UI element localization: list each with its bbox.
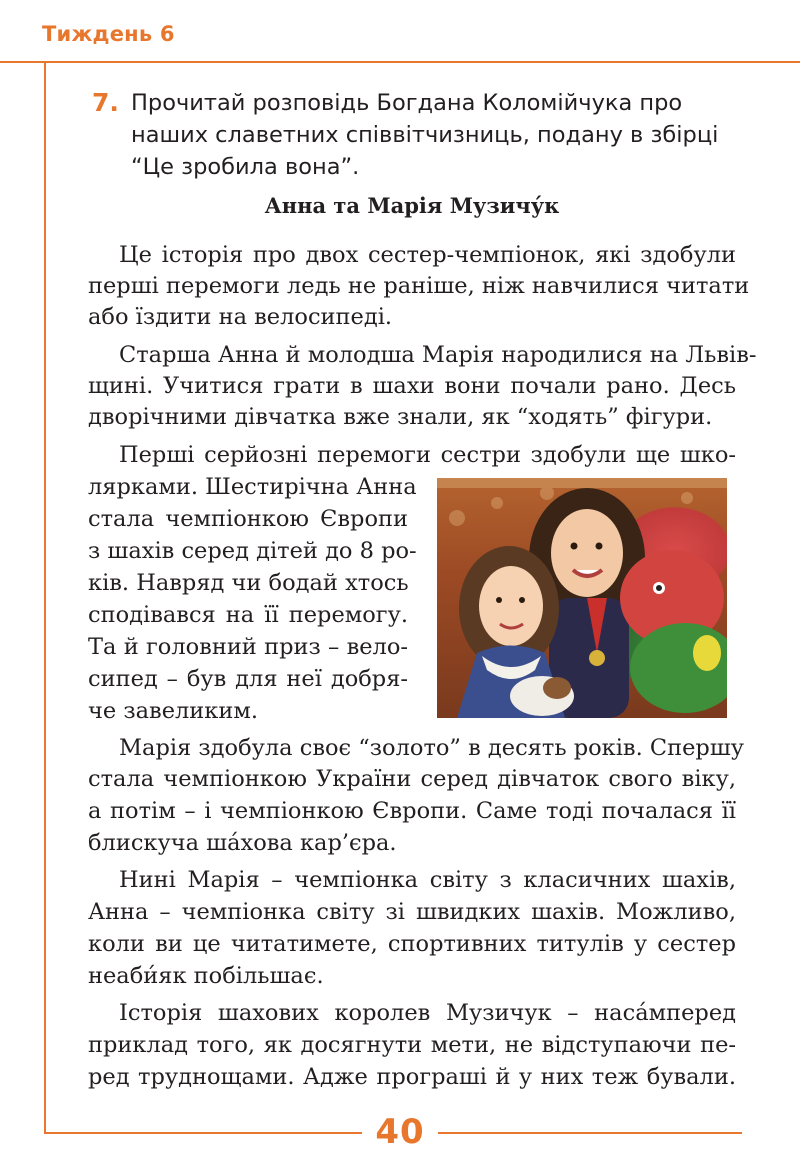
story-line: Нині Марія – чемпіонка світу з класичних шахів, xyxy=(119,867,736,893)
header-rule xyxy=(0,61,800,63)
page-number: 40 xyxy=(375,1112,425,1152)
story-line: Це історія про двох сестер-чемпіонок, які здобули xyxy=(119,242,736,268)
story-line: або їздити на велосипеді. xyxy=(88,304,393,330)
story-line: стала чемпіонкою України серед дівчаток свого віку, xyxy=(88,766,736,792)
story-line: стала чемпіонкою Європи xyxy=(88,506,408,532)
story-line: коли ви це читатимете, спортивних титулів у сестер xyxy=(88,931,736,957)
story-line: щині. Учитися грати в шахи вони почали рано. Десь xyxy=(88,373,736,399)
story-line: дворічними дівчатка вже знали, як “ходять” фігури. xyxy=(88,404,713,430)
story-line: перші перемоги ледь не раніше, ніж навчилися читати xyxy=(88,273,750,299)
story-line: лярками. Шестирічна Анна xyxy=(88,474,417,500)
story-line: з шахів серед дітей до 8 ро- xyxy=(88,538,417,564)
footer-rule-right xyxy=(438,1132,742,1134)
story-line: Історія шахових королев Музичук – наса́мперед xyxy=(119,1000,736,1026)
sisters-photo xyxy=(437,478,727,718)
story-line: че завеликим. xyxy=(88,698,259,724)
task-instruction: Прочитай розповідь Богдана Коломійчука про наших славетних співвітчизниць, подану в збірці “Це зробила вона”. xyxy=(131,90,719,180)
story-line: ред труднощами. Адже програші й у них теж бували. xyxy=(88,1064,736,1090)
week-label: Тиждень 6 xyxy=(42,22,175,46)
story-line: ків. Навряд чи бодай хтось xyxy=(88,570,409,596)
story-line: сипед – був для неї добря- xyxy=(88,666,408,692)
story-line: неаби́як побільшає. xyxy=(88,963,324,989)
story-line: Анна – чемпіонка світу зі швидких шахів. Можливо, xyxy=(88,899,736,925)
task-number: 7. xyxy=(92,88,119,117)
footer-rule-left xyxy=(44,1132,362,1134)
story-line: Старша Анна й молодша Марія народилися на Львів- xyxy=(119,342,757,368)
left-margin-rule xyxy=(44,61,46,1134)
story-line: сподівався на її перемогу. xyxy=(88,602,408,628)
story-line: приклад того, як досягнути мети, не відступаючи пе- xyxy=(88,1032,736,1058)
story-title: Анна та Марія Музичу́к xyxy=(264,193,560,218)
story-line: блискуча ша́хова кар’єра. xyxy=(88,830,397,856)
story-line: Марія здобула своє “золото” в десять років. Спершу xyxy=(119,735,744,761)
story-line: Перші серйозні перемоги сестри здобули ще шко- xyxy=(119,442,736,468)
story-line: а потім – і чемпіонкою Європи. Саме тоді почалася її xyxy=(88,798,736,824)
story-line: Та й головний приз – вело- xyxy=(88,634,408,660)
